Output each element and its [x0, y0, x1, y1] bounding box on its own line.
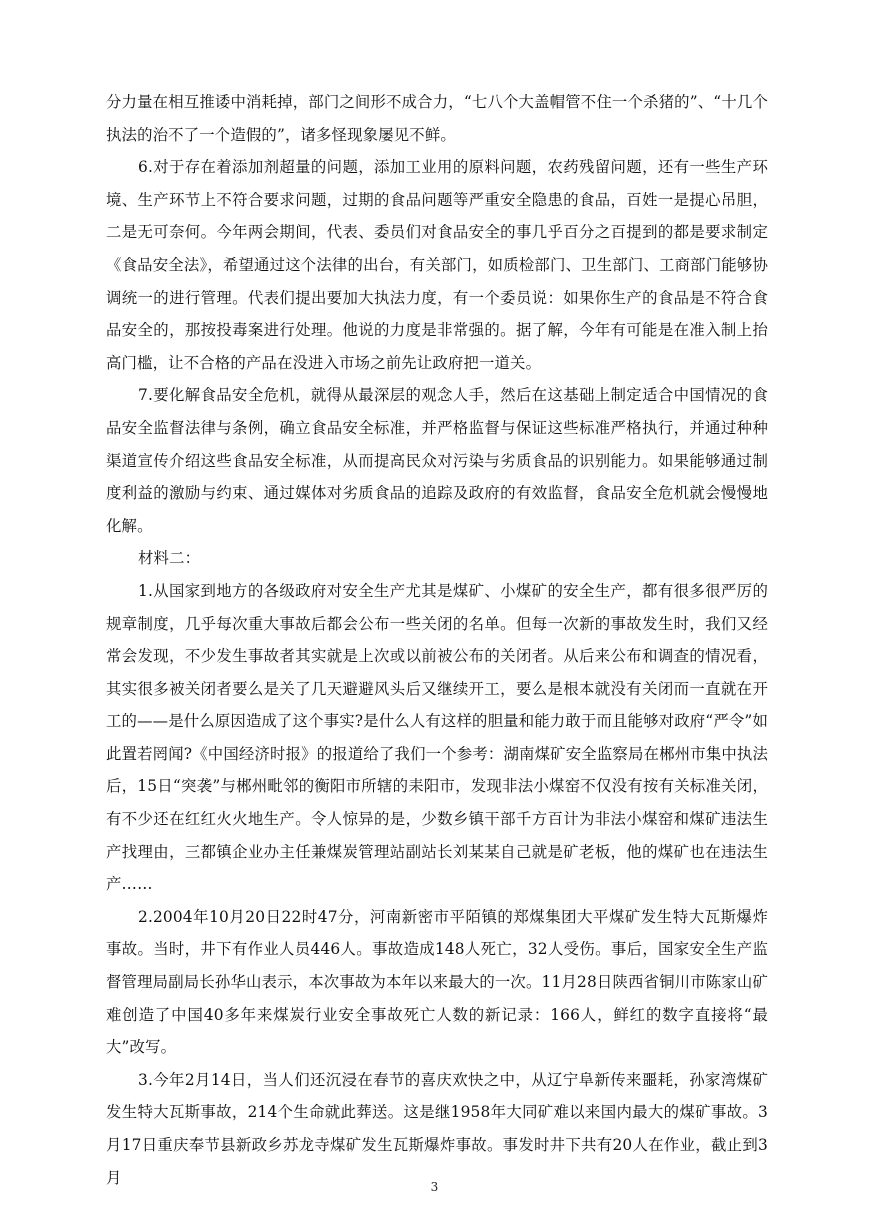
paragraph-item-7: 7.要化解食品安全危机，就得从最深层的观念人手，然后在这基础上制定适合中国情况的食品安全监督法律与条例，确立食品安全标准，并严格监督与保证这些标准严格执行，并通过种种渠道宣传介绍这些食品安全标准，从而提高民众对污染与劣质食品的识别能力。如果能够通过制度利益的激励与约束、通过媒体对劣质食品的追踪及政府的有效监督，食品安全危机就会慢慢地化解。	[106, 386, 768, 535]
document-body	[106, 86, 768, 1194]
page-number: 3	[430, 1180, 439, 1194]
paragraph-continued: 分力量在相互推诿中消耗掉，部门之间形不成合力，“七八个大盖帽管不住一个杀猪的”、“十几个执法的治不了一个造假的”，诸多怪现象屡见不鲜。	[106, 93, 768, 144]
paragraph-item-6: 6.对于存在着添加剂超量的问题，添加工业用的原料问题，农药残留问题，还有一些生产环境、生产环节上不符合要求问题，过期的食品问题等严重安全隐患的食品，百姓一是提心吊胆，二是无可奈何。今年两会期间，代表、委员们对食品安全的事几乎百分之百提到的都是要求制定《食品安全法》，希望通过这个法律的出台，有关部门，如质检部门、卫生部门、工商部门能够协调统一的进行管理。代表们提出要加大执法力度，有一个委员说：如果你生产的食品是不符合食品安全的，那按投毒案进行处理。他说的力度是非常强的。据了解，今年有可能是在准入制上抬高门槛，让不合格的产品在没进入市场之前先让政府把一道关。	[106, 158, 768, 372]
paragraph-material2-item-3: 3.今年2月14日，当人们还沉浸在春节的喜庆欢快之中，从辽宁阜新传来噩耗，孙家湾煤矿发生特大瓦斯事故，214个生命就此葬送。这是继1958年大同矿难以来国内最大的煤矿事故。3月17日重庆奉节县新政乡苏龙寺煤矿发生瓦斯爆炸事故。事发时井下共有20人在作业，截止到3月	[106, 1070, 768, 1187]
paragraph-material2-item-2: 2.2004年10月20日22时47分，河南新密市平陌镇的郑煤集团大平煤矿发生特大瓦斯爆炸事故。当时，井下有作业人员446人。事故造成148人死亡，32人受伤。事后，国家安全生产监督管理局副局长孙华山表示，本次事故为本年以来最大的一次。11月28日陕西省铜川市陈家山矿难创造了中国40多年来煤炭行业安全事故死亡人数的新记录：166人，鲜红的数字直接将“最大”改写。	[106, 907, 768, 1057]
paragraph-material2-item-1: 1.从国家到地方的各级政府对安全生产尤其是煤矿、小煤矿的安全生产，都有很多很严厉的规章制度，几乎每次重大事故后都会公布一些关闭的名单。但每一次新的事故发生时，我们又经常会发现，不少发生事故者其实就是上次或以前被公布的关闭者。从后来公布和调查的情况看，其实很多被关闭者要么是关了几天避避风头后又继续开工，要么是根本就没有关闭而一直就在开工的——是什么原因造成了这个事实?是什么人有这样的胆量和能力敢于而且能够对政府“严令”如此置若罔闻?《中国经济时报》的报道给了我们一个参考：湖南煤矿安全监察局在郴州市集中执法后，15日“突袭”与郴州毗邻的衡阳市所辖的耒阳市，发现非法小煤窑不仅没有按有关标准关闭，有不少还在红红火火地生产。令人惊异的是，少数乡镇干部千方百计为非法小煤窑和煤矿违法生产找理由，三都镇企业办主任兼煤炭管理站副站长刘某某自己就是矿老板，他的煤矿也在违法生产……	[106, 581, 768, 894]
section-heading-material-2: 材料二：	[138, 549, 201, 568]
